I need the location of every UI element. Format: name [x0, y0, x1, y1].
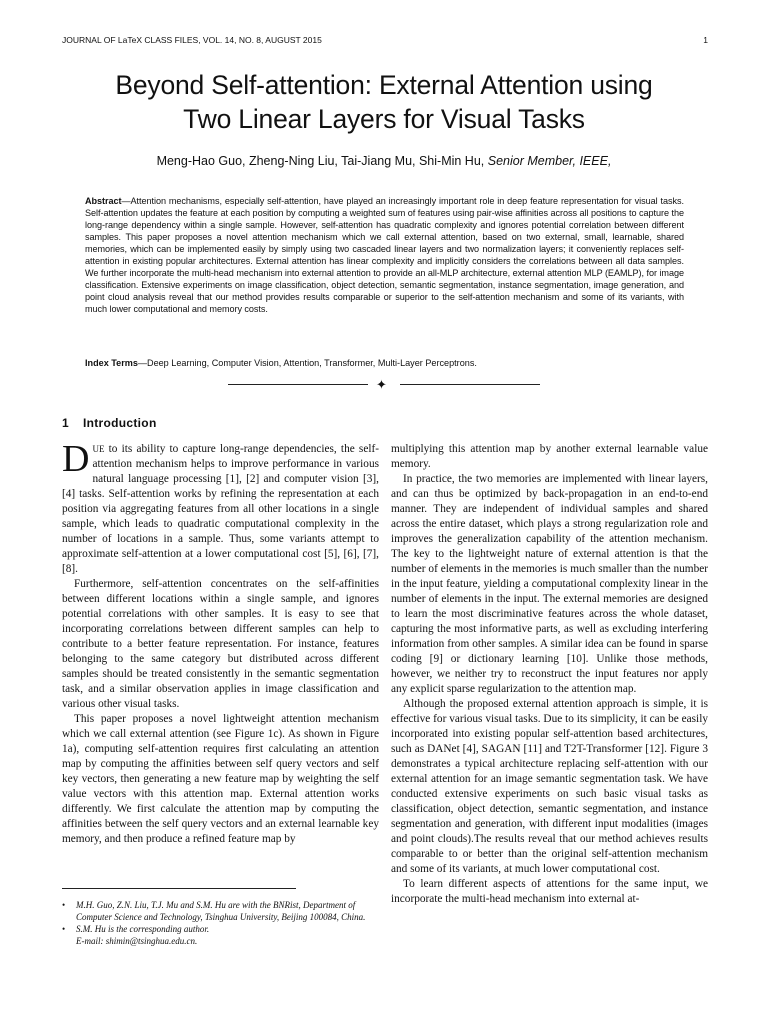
abstract — [85, 195, 684, 315]
paragraph: multiplying this attention map by another external learnable value memory. — [391, 443, 708, 470]
running-head — [62, 35, 708, 45]
footnotes — [62, 900, 379, 948]
footnote-corresponding — [62, 924, 379, 947]
footnote-rule — [62, 888, 296, 889]
index-terms-text: —Deep Learning, Computer Vision, Attention, Transformer, Multi-Layer Perceptrons. — [137, 358, 477, 368]
section-heading — [62, 416, 157, 430]
journal-info: JOURNAL OF LaTeX CLASS FILES, VOL. 14, NO. 8, AUGUST 2015 — [62, 35, 322, 45]
bullet-icon: • — [62, 924, 66, 934]
footnote-text: S.M. Hu is the corresponding author. — [76, 924, 210, 934]
paragraph: To learn different aspects of attentions for the same input, we incorporate the multi-head mechanism into external at- — [391, 878, 708, 905]
paragraph: Although the proposed external attention approach is simple, it is effective for various visual tasks. Due to its simplicity, it can be easily incorporated into existing popular self-attention based architectures, such as DANet [4], SAGAN [11] and T2T-Transformer [12]. Figure 3 demonstrates a typical architecture replacing self-attention with our external attention for an image semantic segmentation task. We have conducted extensive experiments on such basic visual tasks as classification, object detection, semantic segmentation, and instance segmentation and generation, with different input modalities (images and point clouds).The results reveal that our method achieves results comparable to or better than the original self-attention mechanism and some of its variants, at much lower computational cost. — [391, 698, 708, 875]
paragraph: In practice, the two memories are implemented with linear layers, and can thus be optimized by back-propagation in an end-to-end manner. They are independent of individual samples and shared across the entire dataset, which plays a strong regularization role and improves the generalization capability of the attention mechanism. The key to the lightweight nature of external attention is that the number of elements in the memories is much smaller than the number in the input feature, yielding a computational complexity linear in the number of elements in the input. The external memories are designed to learn the most discriminative features across the whole dataset, capturing the most informative parts, as well as excluding interfering information from other samples. A similar idea can be found in sparse coding [9] or dictionary learning [10]. Unlike those methods, however, we neither try to reconstruct the input features nor apply any explicit sparse regularization to the attention map. — [391, 473, 708, 695]
abstract-text: —Attention mechanisms, especially self-attention, have played an increasingly important role in deep feature representation for visual tasks. Self-attention updates the feature at each position by computing a weighted sum of features using pair-wise affinities across all positions to capture the long-range dependency within a single sample. However, self-attention has quadratic complexity and ignores potential correlation between different samples. This paper proposes a novel attention mechanism which we call external attention, based on two external, small, learnable, shared memories, which can be implemented easily by simply using two cascaded linear layers and two normalization layers; it conveniently replaces self-attention in existing popular architectures. External attention has linear complexity and implicitly considers the correlations between all data samples. We further incorporate the multi-head mechanism into external attention to provide an all-MLP architecture, external attention MLP (EAMLP), for image classification. Extensive experiments on image classification, object detection, semantic segmentation, instance segmentation, image generation, and point cloud analysis reveal that our method provides results comparable or superior to the self-attention mechanism and some of its variants, with much lower computational and memory costs. — [85, 196, 684, 314]
divider-line-left — [228, 384, 368, 385]
right-column — [391, 442, 708, 907]
paragraph: Furthermore, self-attention concentrates on the self-affinities between different locations within a single sample, and ignores potential correlations with other samples. It is easy to see that incorporating correlations between different samples can help to contribute to a better feature representation. For instance, features belonging to the same category but distributed across different samples should be treated consistently in the semantic segmentation task, and a similar observation applies in image classification and various other visual tasks. — [62, 578, 379, 710]
abstract-label: Abstract — [85, 196, 122, 206]
footnote-affiliation — [62, 900, 379, 923]
diamond-ornament-icon: ✦ — [376, 377, 387, 392]
footnote-email: E-mail: shimin@tsinghua.edu.cn. — [76, 935, 198, 946]
page-number: 1 — [703, 35, 708, 45]
left-column — [62, 438, 379, 847]
section-number: 1 — [62, 416, 69, 430]
smallcaps-lead: UE — [92, 444, 105, 454]
footnote-text: M.H. Guo, Z.N. Liu, T.J. Mu and S.M. Hu are with the BNRist, Department of Computer Science and Technology, Tsinghua University, Beijing 100084, China. — [76, 900, 366, 922]
section-title: Introduction — [82, 416, 157, 430]
author-suffix: Senior Member, IEEE, — [487, 154, 612, 168]
paper-title — [40, 68, 728, 136]
authors: Meng-Hao Guo, Zheng-Ning Liu, Tai-Jiang Mu, Shi-Min Hu, — [156, 154, 485, 168]
index-terms — [85, 358, 684, 368]
index-terms-label: Index Terms — [85, 358, 138, 368]
divider-line-right — [400, 384, 540, 385]
drop-cap: D — [62, 438, 90, 480]
title-line-2: Two Linear Layers for Visual Tasks — [183, 104, 585, 134]
author-list — [40, 154, 728, 168]
paragraph-text: to its ability to capture long-range dependencies, the self-attention mechanism helps to improve performance in various natural language processing [1], [2] and computer vision [3], [4] tasks. Self-attention works by refining the representation at each position via aggregating features from all other locations in a single sample, which leads to quadratic computational complexity in the number of locations in a sample. Thus, some variants attempt to approximate self-attention at a lower computational cost [5], [6], [7], [8]. — [62, 443, 379, 575]
paragraph: This paper proposes a novel lightweight attention mechanism which we call external attention (see Figure 1c). As shown in Figure 1a), computing self-attention requires first calculating an attention map by computing the affinities between self query vectors and self key vectors, then generating a new feature map by weighting the self value vectors with this attention map. External attention works differently. We first calculate the attention map by computing the affinities between the self query vectors and an external learnable key memory, and then produce a refined feature map by — [62, 713, 379, 845]
bullet-icon: • — [62, 900, 66, 910]
title-line-1: Beyond Self-attention: External Attention using — [115, 70, 653, 100]
paragraph — [62, 438, 379, 577]
section-divider — [228, 377, 540, 392]
